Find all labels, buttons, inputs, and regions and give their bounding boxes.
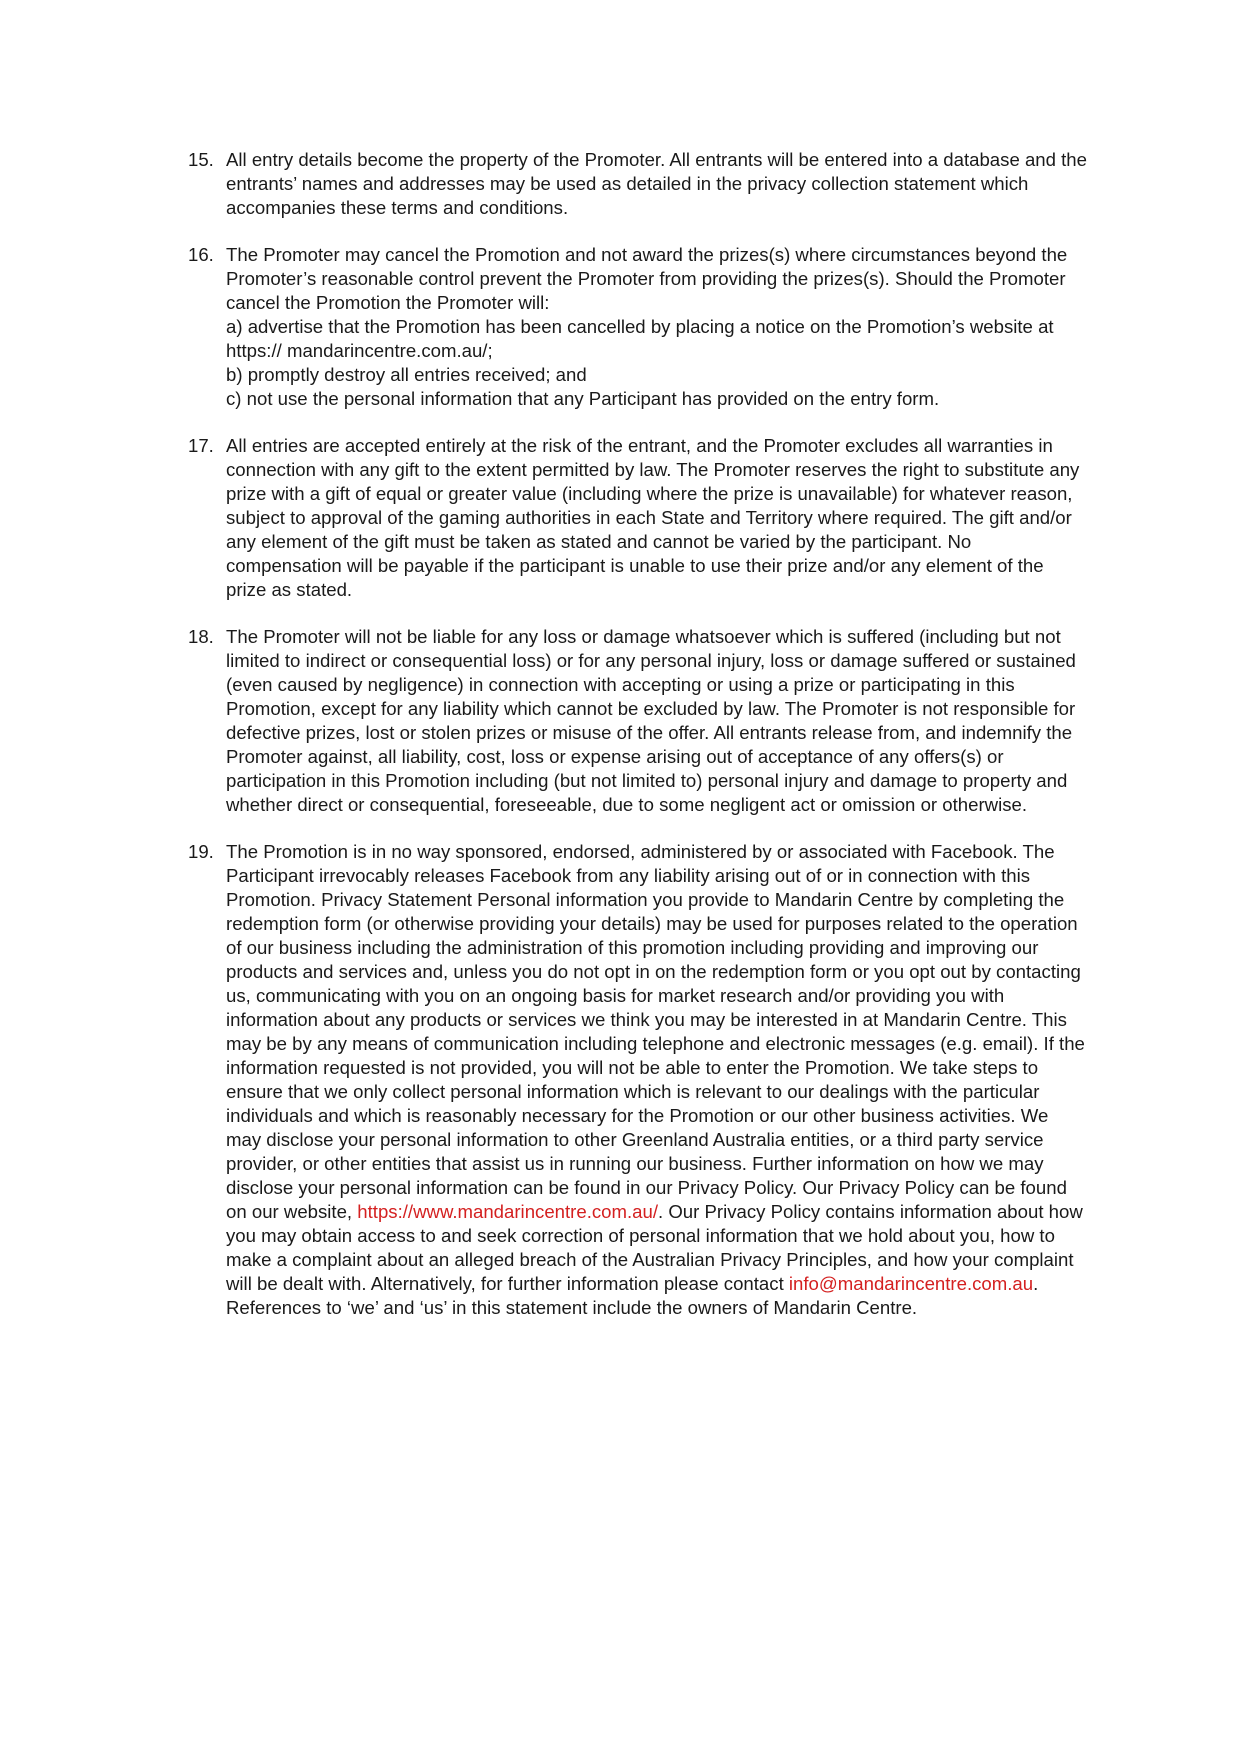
clause-item-b: b) promptly destroy all entries received; and: [226, 364, 587, 385]
clause-text-part-3: . References to ‘we’ and ‘us’ in this statement include the owners of Mandarin Centre.: [226, 1273, 1039, 1318]
clause-19: [188, 840, 1088, 1320]
clause-number: 16.: [188, 244, 214, 265]
clause-number: 18.: [188, 626, 214, 647]
clause-intro: The Promoter may cancel the Promotion and not award the prizes(s) where circumstances beyond the Promoter’s reasonable control prevent the Promoter from providing the prizes(s). Should the Promoter cancel the Promotion the Promoter will:: [226, 244, 1068, 313]
clause-number: 19.: [188, 841, 214, 862]
clause-number: 17.: [188, 435, 214, 456]
clause-17: [188, 434, 1088, 602]
clause-text-part-1: The Promotion is in no way sponsored, endorsed, administered by or associated with Facebook. The Participant irrevocably releases Facebook from any liability arising out of or in connection with this Promotion. Privacy Statement Personal information you provide to Mandarin Centre by completing the redemption form (or otherwise providing your details) may be used for purposes related to the operation of our business including the administration of this promotion including providing and improving our products and services and, unless you do not opt in on the redemption form or you opt out by contacting us, communicating with you on an ongoing basis for market research and/or providing you with information about any products or services we think you may be interested in at Mandarin Centre. This may be by any means of communication including telephone and electronic messages (e.g. email). If the information requested is not provided, you will not be able to enter the Promotion. We take steps to ensure that we only collect personal information which is relevant to our dealings with the particular individuals and which is reasonably necessary for the Promotion or our other business activities. We may disclose your personal information to other Greenland Australia entities, or a third party service provider, or other entities that assist us in running our business. Further information on how we may disclose your personal information can be found in our Privacy Policy. Our Privacy Policy can be found on our website,: [226, 841, 1085, 1222]
clause-text: [226, 148, 1088, 220]
clause-item-c: c) not use the personal information that any Participant has provided on the entry form.: [226, 388, 940, 409]
clause-paragraph: All entry details become the property of the Promoter. All entrants will be entered into a database and the entrants’ names and addresses may be used as detailed in the privacy collection statement which accompanies these terms and conditions.: [226, 149, 1087, 218]
email-link[interactable]: info@mandarincentre.com.au: [788, 1273, 1034, 1294]
clause-number: 15.: [188, 149, 214, 170]
clause-15: [188, 148, 1088, 220]
clause-paragraph: [226, 840, 1088, 1320]
clause-18: [188, 625, 1088, 817]
clause-paragraph: The Promoter will not be liable for any loss or damage whatsoever which is suffered (including but not limited to indirect or consequential loss) or for any personal injury, loss or damage suffered or sustained (even caused by negligence) in connection with accepting or using a prize or participating in this Promotion, except for any liability which cannot be excluded by law. The Promoter is not responsible for defective prizes, lost or stolen prizes or misuse of the offer. All entrants release from, and indemnify the Promoter against, all liability, cost, loss or expense arising out of acceptance of any offers(s) or participation in this Promotion including (but not limited to) personal injury and damage to property and whether direct or consequential, foreseeable, due to some negligent act or omission or otherwise.: [226, 626, 1076, 815]
clause-text: [226, 840, 1088, 1320]
clause-paragraph: All entries are accepted entirely at the risk of the entrant, and the Promoter excludes all warranties in connection with any gift to the extent permitted by law. The Promoter reserves the right to substitute any prize with a gift of equal or greater value (including where the prize is unavailable) for whatever reason, subject to approval of the gaming authorities in each State and Territory where required. The gift and/or any element of the gift must be taken as stated and cannot be varied by the participant. No compensation will be payable if the participant is unable to use their prize and/or any element of the prize as stated.: [226, 435, 1080, 600]
clause-text-part-2: . Our Privacy Policy contains information about how you may obtain access to and seek correction of personal information that we hold about you, how to make a complaint about an alleged breach of the Australian Privacy Principles, and how your complaint will be dealt with. Alternatively, for further information please contact: [226, 1201, 1083, 1294]
clause-text: [226, 625, 1088, 817]
clause-item-a: a) advertise that the Promotion has been cancelled by placing a notice on the Promotion’s website at https:// mandarincentre.com.au/;: [226, 316, 1054, 361]
website-link[interactable]: https://www.mandarincentre.com.au/: [357, 1201, 659, 1222]
clause-16: [188, 243, 1088, 411]
clause-text: [226, 434, 1088, 602]
document-page: [188, 148, 1088, 1343]
clause-text: [226, 243, 1088, 411]
